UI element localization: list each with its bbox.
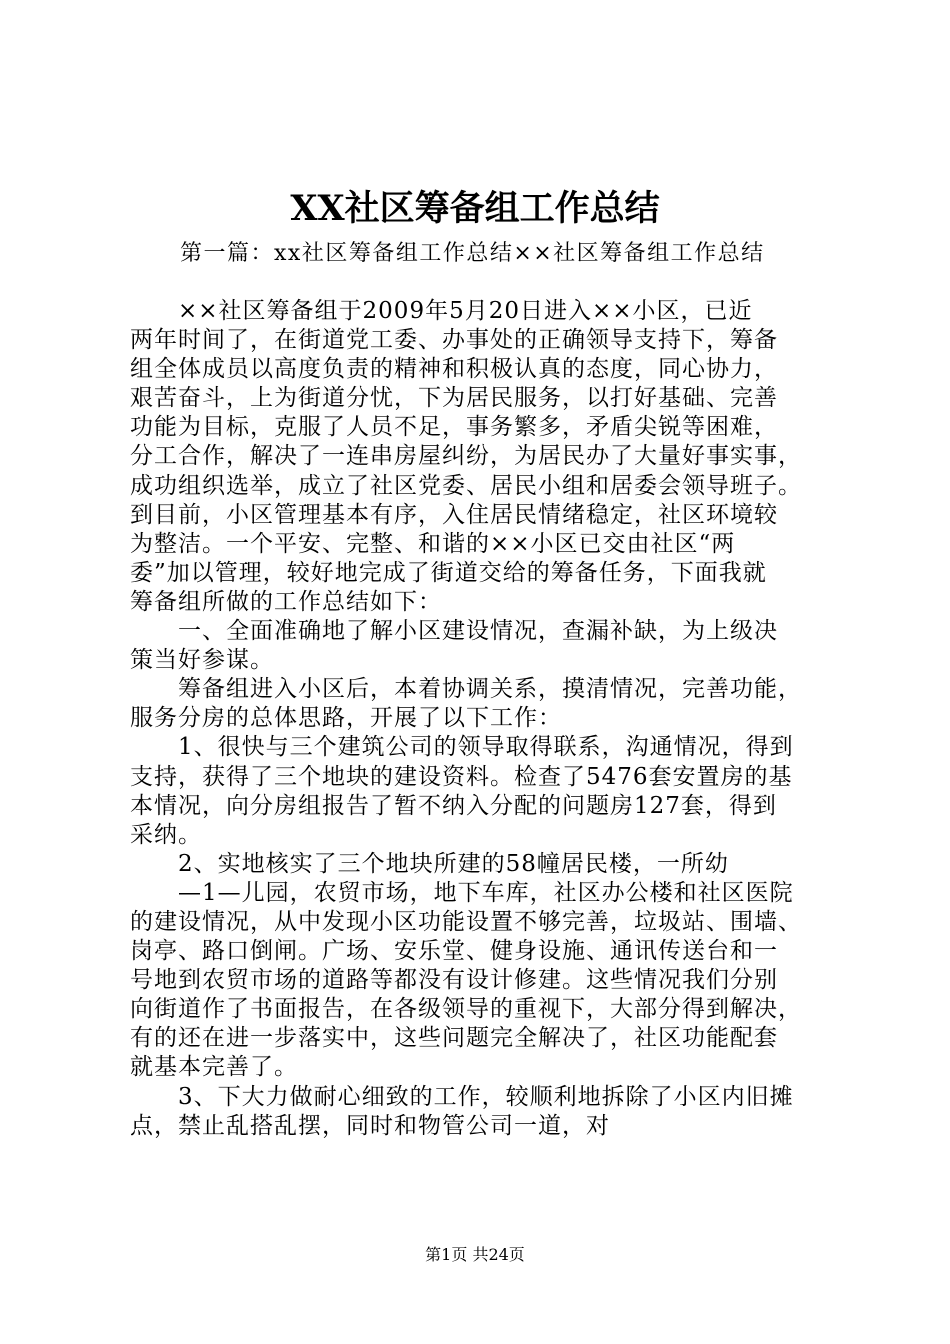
body-line: —1—儿园，农贸市场，地下车库，社区办公楼和社区医院 (130, 879, 794, 906)
body-line: 点，禁止乱搭乱摆，同时和物管公司一道，对 (130, 1112, 610, 1139)
body-line: 筹备组进入小区后，本着协调关系，摸清情况，完善功能， (130, 676, 802, 703)
body-line: 采纳。 (130, 821, 202, 848)
body-line: 筹备组所做的工作总结如下： (130, 588, 442, 615)
body-line: 本情况，向分房组报告了暂不纳入分配的问题房127套，得到 (130, 792, 777, 819)
body-line: 艰苦奋斗，上为街道分忧，下为居民服务，以打好基础、完善 (130, 385, 778, 412)
body-line: ××社区筹备组于2009年5月20日进入××小区，已近 (130, 298, 753, 324)
body-line: 3、下大力做耐心细致的工作，较顺利地拆除了小区内旧摊 (130, 1083, 794, 1110)
body-line: 号地到农贸市场的道路等都没有设计修建。这些情况我们分别 (130, 967, 778, 994)
document-body (130, 297, 838, 1141)
page-footer: 第1页 共24页 (425, 1245, 525, 1264)
body-line: 两年时间了，在街道党工委、办事处的正确领导支持下，筹备 (130, 327, 778, 354)
body-line: 的建设情况，从中发现小区功能设置不够完善，垃圾站、围墙、 (130, 908, 802, 935)
body-line: 成功组织选举，成立了社区党委、居民小组和居委会领导班子。 (130, 472, 802, 499)
document-subtitle: 第一篇：xx社区筹备组工作总结××社区筹备组工作总结 (180, 241, 765, 266)
document-title: XX社区筹备组工作总结 (290, 188, 660, 229)
body-line: 一、全面准确地了解小区建设情况，查漏补缺，为上级决 (130, 618, 778, 645)
body-line: 到目前，小区管理基本有序，入住居民情绪稳定，社区环境较 (130, 501, 778, 528)
body-line: 策当好参谋。 (130, 647, 274, 674)
body-line: 为整洁。一个平安、完整、和谐的××小区已交由社区“两 (130, 530, 736, 557)
body-line: 功能为目标，克服了人员不足，事务繁多，矛盾尖锐等困难， (130, 414, 778, 441)
body-line: 2、实地核实了三个地块所建的58幢居民楼，一所幼 (130, 850, 729, 877)
body-line: 1、很快与三个建筑公司的领导取得联系，沟通情况，得到 (130, 734, 794, 761)
body-line: 岗亭、路口倒闸。广场、安乐堂、健身设施、通讯传送台和一 (130, 938, 778, 965)
body-line: 就基本完善了。 (130, 1054, 298, 1081)
body-line: 支持，获得了三个地块的建设资料。检查了5476套安置房的基 (130, 763, 793, 790)
body-line: 委”加以管理，较好地完成了街道交给的筹备任务，下面我就 (130, 559, 767, 586)
body-line: 有的还在进一步落实中，这些问题完全解决了，社区功能配套 (130, 1025, 778, 1052)
body-line: 向街道作了书面报告，在各级领导的重视下，大部分得到解决， (130, 996, 802, 1023)
body-line: 组全体成员以高度负责的精神和积极认真的态度，同心协力， (130, 356, 778, 383)
body-line: 服务分房的总体思路，开展了以下工作： (130, 705, 562, 732)
body-line: 分工合作，解决了一连串房屋纠纷，为居民办了大量好事实事， (130, 443, 802, 470)
